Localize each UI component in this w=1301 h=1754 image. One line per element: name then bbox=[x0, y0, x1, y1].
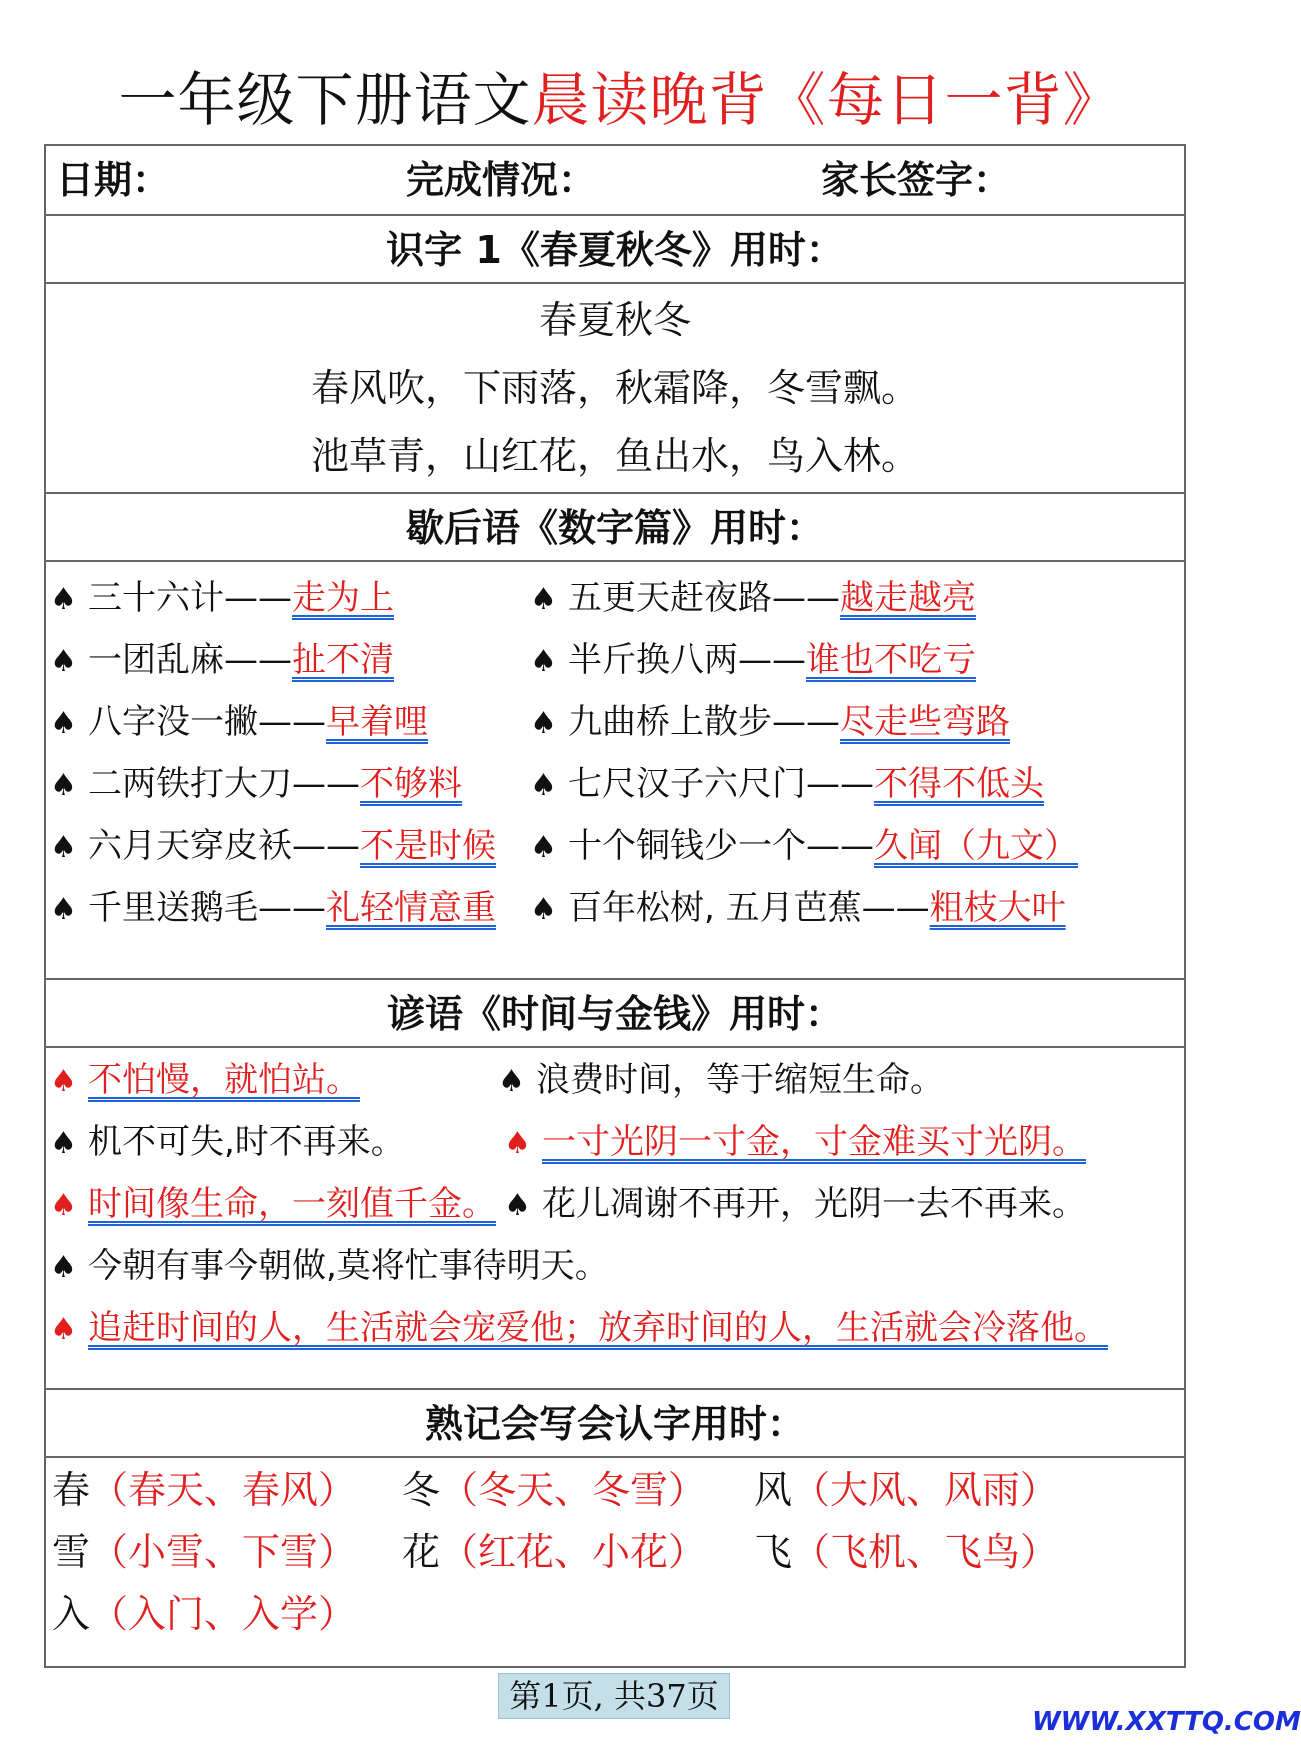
spade-icon: ♠ bbox=[50, 768, 77, 803]
proverb-item bbox=[50, 1304, 1108, 1354]
proverb-item bbox=[504, 1180, 1086, 1230]
saying-answer: 谁也不吃亏 bbox=[806, 640, 976, 680]
saying-item bbox=[530, 636, 976, 686]
proverb-text: 今朝有事今朝做,莫将忙事待明天。 bbox=[88, 1246, 609, 1286]
saying-item bbox=[530, 822, 1078, 872]
character-words: （飞机、飞鸟） bbox=[792, 1530, 1059, 1574]
spade-icon: ♠ bbox=[50, 1064, 77, 1099]
spade-icon: ♠ bbox=[50, 892, 77, 927]
character: 飞 bbox=[754, 1530, 793, 1574]
completion-label: 完成情况： bbox=[406, 158, 597, 202]
section-1-title: 识字 1《春夏秋冬》用时： bbox=[386, 228, 844, 272]
title-main: 一年级下册语文 bbox=[118, 66, 532, 134]
character-item bbox=[754, 1466, 1058, 1514]
section-1-body bbox=[46, 284, 1184, 494]
spade-icon: ♠ bbox=[530, 706, 557, 741]
saying-item bbox=[530, 574, 976, 624]
spade-icon: ♠ bbox=[50, 1250, 77, 1285]
proverb-text: 时间像生命，一刻值千金。 bbox=[88, 1184, 496, 1224]
saying-item bbox=[50, 884, 496, 934]
character: 风 bbox=[754, 1468, 793, 1512]
worksheet-table bbox=[44, 144, 1186, 1668]
character-words: （红花、小花） bbox=[440, 1530, 707, 1574]
saying-question: 六月天穿皮袄—— bbox=[88, 826, 360, 866]
saying-question: 千里送鹅毛—— bbox=[88, 888, 326, 928]
character-words: （小雪、下雪） bbox=[90, 1530, 357, 1574]
proverb-item bbox=[504, 1118, 1086, 1168]
spade-icon: ♠ bbox=[530, 830, 557, 865]
spade-icon: ♠ bbox=[50, 830, 77, 865]
spade-icon: ♠ bbox=[504, 1188, 531, 1223]
saying-answer: 扯不清 bbox=[292, 640, 394, 680]
saying-item bbox=[50, 698, 428, 748]
saying-item bbox=[50, 822, 496, 872]
section-2-body bbox=[46, 562, 1184, 980]
proverb-item bbox=[498, 1056, 944, 1106]
saying-item bbox=[530, 698, 1010, 748]
header-row bbox=[46, 146, 1184, 216]
saying-item bbox=[530, 760, 1044, 810]
poem-line: 池草青，山红花，鱼出水，鸟入林。 bbox=[310, 434, 919, 478]
section-4-body bbox=[46, 1458, 1184, 1666]
character: 春 bbox=[52, 1468, 91, 1512]
saying-item bbox=[50, 760, 462, 810]
spade-icon: ♠ bbox=[50, 1126, 77, 1161]
character-item bbox=[52, 1466, 356, 1514]
proverb-text: 机不可失,时不再来。 bbox=[88, 1122, 405, 1162]
saying-question: 十个铜钱少一个—— bbox=[568, 826, 874, 866]
proverb-item bbox=[50, 1180, 496, 1230]
saying-question: 七尺汉子六尺门—— bbox=[568, 764, 874, 804]
poem-line: 春风吹，下雨落，秋霜降，冬雪飘。 bbox=[310, 366, 919, 410]
spade-icon: ♠ bbox=[50, 1188, 77, 1223]
character: 入 bbox=[52, 1592, 91, 1636]
title-highlight: 晨读晚背《每日一背》 bbox=[531, 66, 1122, 134]
saying-answer: 粗枝大叶 bbox=[929, 888, 1066, 928]
proverb-text: 追赶时间的人，生活就会宠爱他；放弃时间的人，生活就会冷落他。 bbox=[88, 1308, 1108, 1348]
section-3-title: 谚语《时间与金钱》用时： bbox=[386, 992, 843, 1036]
character-words: （大风、风雨） bbox=[792, 1468, 1059, 1512]
page-number: 第1页, 共37页 bbox=[498, 1673, 730, 1719]
section-1-header bbox=[46, 216, 1184, 284]
saying-answer: 越走越亮 bbox=[840, 578, 976, 618]
saying-answer: 走为上 bbox=[292, 578, 394, 618]
proverb-text: 浪费时间，等于缩短生命。 bbox=[536, 1060, 944, 1100]
spade-icon: ♠ bbox=[530, 892, 557, 927]
character: 花 bbox=[402, 1530, 441, 1574]
saying-question: 九曲桥上散步—— bbox=[568, 702, 840, 742]
spade-icon: ♠ bbox=[530, 582, 557, 617]
saying-answer: 不够料 bbox=[360, 764, 462, 804]
spade-icon: ♠ bbox=[50, 644, 77, 679]
spade-icon: ♠ bbox=[530, 768, 557, 803]
spade-icon: ♠ bbox=[504, 1126, 531, 1161]
saying-answer: 早着哩 bbox=[326, 702, 428, 742]
saying-answer: 久闻（九文） bbox=[874, 826, 1078, 866]
date-label: 日期： bbox=[56, 158, 171, 202]
saying-question: 三十六计—— bbox=[88, 578, 292, 618]
proverb-text: 一寸光阴一寸金，寸金难买寸光阴。 bbox=[542, 1122, 1086, 1162]
proverb-item bbox=[50, 1242, 609, 1292]
saying-answer: 礼轻情意重 bbox=[326, 888, 496, 928]
page-title bbox=[0, 62, 1240, 138]
character-item bbox=[754, 1528, 1058, 1576]
section-2-title: 歇后语《数字篇》用时： bbox=[405, 506, 824, 550]
saying-question: 一团乱麻—— bbox=[88, 640, 292, 680]
saying-item bbox=[530, 884, 1066, 934]
signature-label: 家长签字： bbox=[821, 158, 1012, 202]
spade-icon: ♠ bbox=[498, 1064, 525, 1099]
spade-icon: ♠ bbox=[50, 706, 77, 741]
character-words: （冬天、冬雪） bbox=[440, 1468, 707, 1512]
character-words: （春天、春风） bbox=[90, 1468, 357, 1512]
character-words: （入门、入学） bbox=[90, 1592, 357, 1636]
section-3-body bbox=[46, 1048, 1184, 1390]
character-item bbox=[402, 1528, 706, 1576]
proverb-item bbox=[50, 1056, 360, 1106]
character-item bbox=[402, 1466, 706, 1514]
character: 雪 bbox=[52, 1530, 91, 1574]
saying-answer: 尽走些弯路 bbox=[840, 702, 1010, 742]
proverb-text: 花儿凋谢不再开，光阴一去不再来。 bbox=[542, 1184, 1086, 1224]
poem-line: 春夏秋冬 bbox=[538, 298, 691, 342]
saying-answer: 不得不低头 bbox=[874, 764, 1044, 804]
saying-item bbox=[50, 636, 394, 686]
character: 冬 bbox=[402, 1468, 441, 1512]
character-item bbox=[52, 1590, 356, 1638]
saying-question: 百年松树, 五月芭蕉—— bbox=[568, 888, 930, 928]
spade-icon: ♠ bbox=[50, 1312, 77, 1347]
site-watermark: WWW.XXTTQ.COM bbox=[1032, 1707, 1301, 1737]
spade-icon: ♠ bbox=[530, 644, 557, 679]
saying-question: 半斤换八两—— bbox=[568, 640, 806, 680]
section-3-header bbox=[46, 980, 1184, 1048]
saying-question: 八字没一撇—— bbox=[88, 702, 326, 742]
saying-question: 二两铁打大刀—— bbox=[88, 764, 360, 804]
proverb-item bbox=[50, 1118, 405, 1168]
saying-question: 五更天赶夜路—— bbox=[568, 578, 840, 618]
saying-item bbox=[50, 574, 394, 624]
character-item bbox=[52, 1528, 356, 1576]
spade-icon: ♠ bbox=[50, 582, 77, 617]
section-4-title: 熟记会写会认字用时： bbox=[424, 1402, 805, 1446]
section-4-header bbox=[46, 1390, 1184, 1458]
proverb-text: 不怕慢，就怕站。 bbox=[88, 1060, 360, 1100]
section-2-header bbox=[46, 494, 1184, 562]
saying-answer: 不是时候 bbox=[360, 826, 496, 866]
